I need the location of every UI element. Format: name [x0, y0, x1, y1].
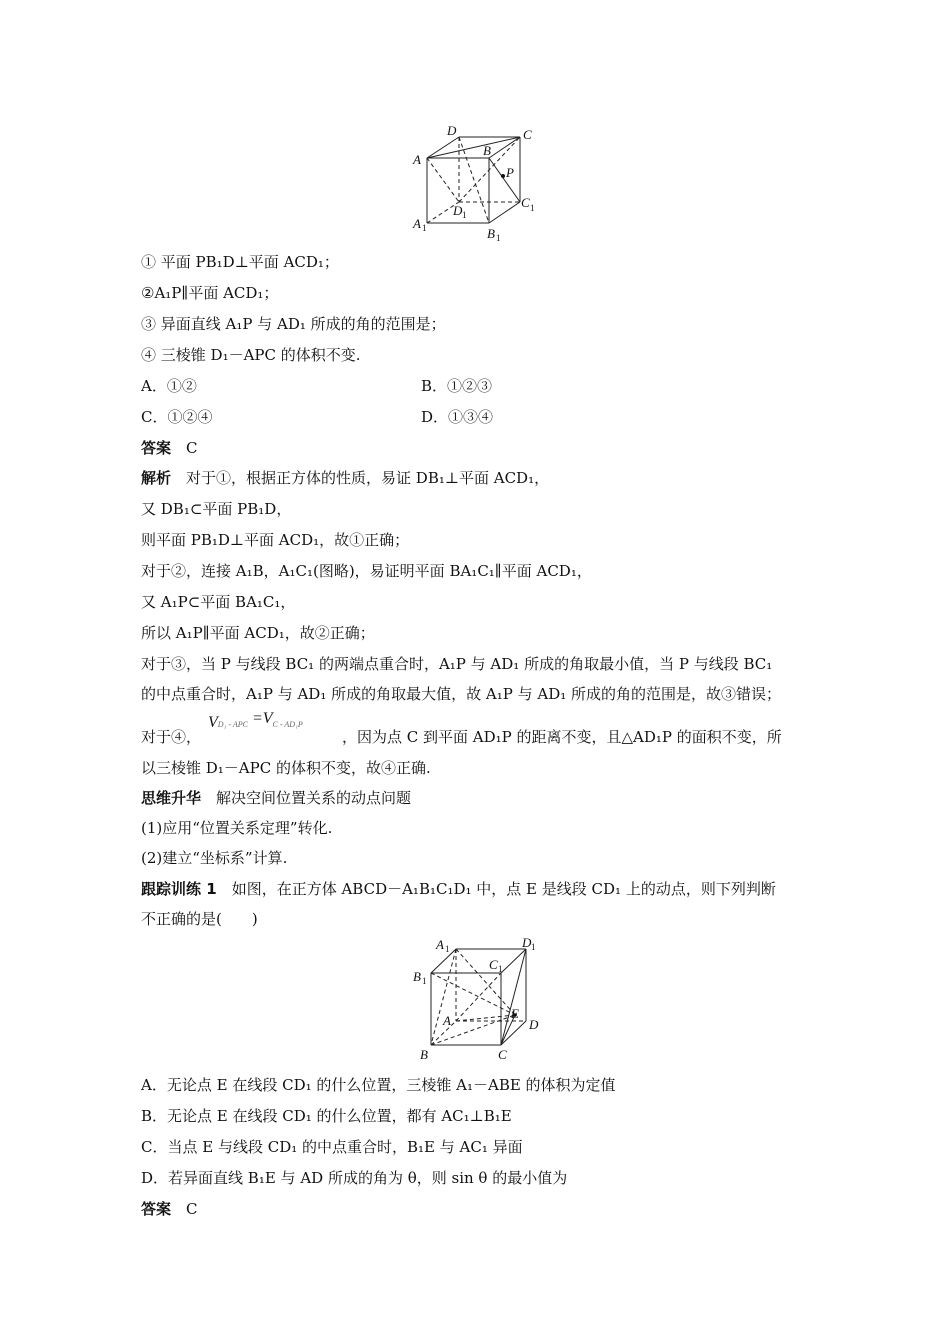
answer-2	[141, 1199, 198, 1219]
svg-text:1: 1	[530, 203, 535, 213]
svg-text:C: C	[498, 1047, 507, 1062]
exercise-option-b: B．无论点 E 在线段 CD₁ 的什么位置，都有 AC₁⊥B₁E	[141, 1107, 512, 1125]
exercise-line-2: 不正确的是( )	[141, 910, 258, 928]
svg-text:D: D	[529, 1017, 539, 1032]
svg-text:P: P	[506, 165, 514, 180]
exercise-text: 如图，在正方体 ABCD－A₁B₁C₁D₁ 中，点 E 是线段 CD₁ 上的动点，则下列判断	[231, 880, 776, 898]
svg-text:A: A	[413, 216, 421, 231]
cube-figure-2	[405, 935, 550, 1065]
answer-1	[141, 438, 198, 458]
exercise-option-c: C．当点 E 与线段 CD₁ 的中点重合时，B₁E 与 AC₁ 异面	[141, 1138, 523, 1156]
svg-text:1: 1	[422, 223, 427, 233]
answer-label: 答案	[141, 439, 172, 457]
summary-item-1: (1)应用“位置关系定理”转化.	[141, 819, 333, 837]
statement-4: ④ 三棱锥 D₁－APC 的体积不变.	[141, 346, 361, 364]
svg-text:1: 1	[445, 944, 450, 954]
svg-text:C: C	[489, 957, 498, 972]
answer-value: C	[186, 439, 198, 457]
analysis-line-5: 又 A₁P⊂平面 BA₁C₁，	[141, 593, 296, 611]
statement-3: ③ 异面直线 A₁P 与 AD₁ 所成的角的范围是；	[141, 315, 446, 333]
analysis-line-8: 的中点重合时，A₁P 与 AD₁ 所成的角取最大值，故 A₁P 与 AD₁ 所成的角的范围是，故③错误；	[141, 685, 782, 703]
cube-figure-1	[405, 122, 545, 244]
svg-text:A: A	[413, 152, 421, 167]
analysis-line-4: 对于②，连接 A₁B，A₁C₁(图略)，易证明平面 BA₁C₁∥平面 ACD₁，	[141, 562, 592, 580]
svg-text:B: B	[420, 1047, 428, 1062]
svg-text:B: B	[487, 226, 495, 241]
volume-formula: VD₁ - APC =VC - AD₁P	[208, 710, 303, 731]
analysis-label: 解析	[141, 469, 172, 487]
summary-label: 思维升华	[141, 789, 202, 807]
option-b: B．①②③	[421, 377, 493, 395]
summary-title: 解决空间位置关系的动点问题	[216, 789, 412, 807]
option-c: C．①②④	[141, 408, 213, 426]
answer2-label: 答案	[141, 1200, 172, 1218]
svg-text:A: A	[436, 937, 444, 952]
summary-item-2: (2)建立“坐标系”计算.	[141, 849, 288, 867]
option-a: A．①②	[141, 377, 197, 395]
svg-text:1: 1	[498, 964, 503, 974]
svg-text:E: E	[511, 1006, 519, 1021]
analysis-text: 对于①，根据正方体的性质，易证 DB₁⊥平面 ACD₁，	[186, 469, 550, 487]
exercise-line-1	[141, 879, 776, 899]
exercise-option-d: D．若异面直线 B₁E 与 AD 所成的角为 θ，则 sin θ 的最小值为	[141, 1169, 568, 1187]
summary-heading	[141, 788, 411, 808]
answer2-value: C	[186, 1200, 198, 1218]
svg-text:1: 1	[496, 233, 501, 243]
statement-1: ① 平面 PB₁D⊥平面 ACD₁；	[141, 253, 339, 271]
analysis-line-9: 对于④，	[141, 728, 202, 746]
svg-text:D: D	[453, 203, 463, 218]
exercise-label: 跟踪训练 1	[141, 880, 217, 898]
analysis-line-3: 则平面 PB₁D⊥平面 ACD₁，故①正确；	[141, 531, 410, 549]
svg-text:D: D	[522, 935, 532, 950]
exercise-option-a: A．无论点 E 在线段 CD₁ 的什么位置，三棱锥 A₁－ABE 的体积为定值	[141, 1076, 616, 1094]
analysis-line-10: ，因为点 C 到平面 AD₁P 的距离不变，且△AD₁P 的面积不变，所	[342, 728, 782, 746]
svg-text:B: B	[483, 143, 491, 158]
analysis-line-1	[141, 468, 549, 488]
analysis-line-6: 所以 A₁P∥平面 ACD₁，故②正确；	[141, 624, 375, 642]
analysis-line-2: 又 DB₁⊂平面 PB₁D，	[141, 500, 292, 518]
analysis-line-11: 以三棱锥 D₁－APC 的体积不变，故④正确.	[141, 759, 431, 777]
analysis-line-7: 对于③，当 P 与线段 BC₁ 的两端点重合时，A₁P 与 AD₁ 所成的角取最小值，当 P 与线段 BC₁	[141, 655, 773, 673]
svg-text:C: C	[521, 195, 530, 210]
svg-text:D: D	[447, 123, 457, 138]
svg-text:C: C	[523, 127, 532, 142]
svg-text:B: B	[413, 969, 421, 984]
svg-text:1: 1	[462, 210, 467, 220]
svg-text:1: 1	[422, 976, 427, 986]
svg-text:1: 1	[531, 942, 536, 952]
option-d: D．①③④	[421, 408, 494, 426]
svg-text:A: A	[443, 1013, 451, 1028]
statement-2: ②A₁P∥平面 ACD₁；	[141, 284, 279, 302]
